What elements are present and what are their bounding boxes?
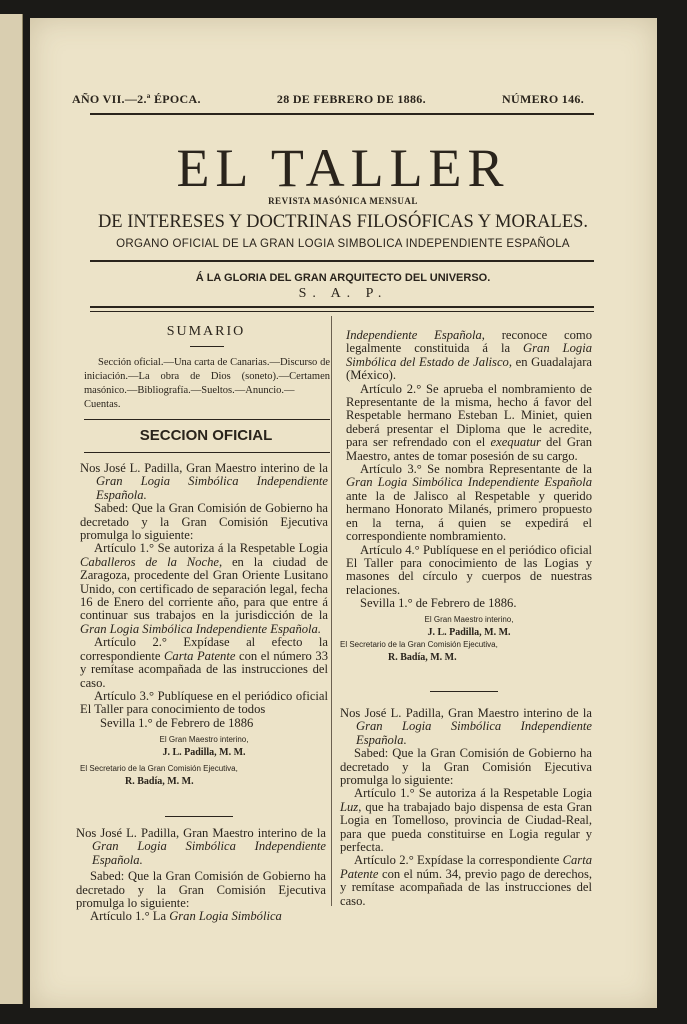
- decree-1-end-rule: [165, 816, 233, 817]
- masthead-subtitle: REVISTA MASÓNICA MENSUAL: [268, 196, 418, 206]
- decree-2-intro: Nos José L. Padilla, Gran Maestro interino de la Gran Logia Simbólica Independiente Española.: [76, 826, 326, 867]
- issue-number: NÚMERO 146.: [502, 92, 584, 106]
- decree-2-article-3: Artículo 3.° Se nombra Representante de la Gran Logia Simbólica Independiente Española ante la de Jalisco al Respetable y querido hermano Honorato Milanés, primero propuesto en la terna, á quien se expedirá el correspondiente nombramiento.: [346, 462, 592, 544]
- sumario-bottom-rule: [84, 419, 330, 420]
- header-rule: [90, 113, 594, 115]
- decree-2-article-1-cont: Independiente Española, reconoce como legalmente constituida á la Gran Logia Simbólica del Estado de Jalisco, en Guadalajara (México).: [346, 328, 592, 383]
- masthead-organ: ORGANO OFICIAL DE LA GRAN LOGIA SIMBOLICA INDEPENDIENTE ESPAÑOLA: [116, 238, 570, 250]
- decree-1-date: Sevilla 1.° de Febrero de 1886: [100, 715, 254, 730]
- decree-2-date: Sevilla 1.° de Febrero de 1886.: [360, 596, 517, 611]
- sumario-text: Sección oficial.—Una carta de Canarias.—Discurso de iniciación.—La obra de Dios (soneto).—Certamen masónico.—Bibliografía.—Sueltos.—Anuncio.—Cuentas.: [84, 357, 330, 410]
- decree-3-article-2: Artículo 2.° Expídase la correspondiente Carta Patente con el núm. 34, previo pago de derechos, y remítase acompañada de las instrucciones del caso.: [340, 853, 592, 908]
- decree-3-article-1: Artículo 1.° Se autoriza á la Respetable Logia Luz, que ha trabajado bajo dispensa de esta Gran Logia en Tomelloso, provincia de Ciudad-Real, para que pueda constituirse en Logia regular y perfecta.: [340, 786, 592, 855]
- gloria-line: Á LA GLORIA DEL GRAN ARQUITECTO DEL UNIVERSO.: [195, 272, 491, 284]
- decree-3-intro: Nos José L. Padilla, Gran Maestro interino de la Gran Logia Simbólica Independiente Española.: [340, 706, 592, 747]
- decree-3-sabed: Sabed: Que la Gran Comisión de Gobierno ha decretado y la Gran Comisión Ejecutiva promulga lo siguiente:: [340, 746, 592, 788]
- decree-2-sabed: Sabed: Que la Gran Comisión de Gobierno ha decretado y la Gran Comisión Ejecutiva promulga lo siguiente:: [76, 869, 326, 911]
- decree-2-sig2-label: El Secretario de la Gran Comisión Ejecutiva,: [340, 639, 498, 649]
- decree-2-continued: [340, 328, 592, 664]
- sumario-heading: SUMARIO: [166, 324, 246, 339]
- decree-2-sig1-label: El Gran Maestro interino,: [424, 614, 514, 624]
- decree-1-sig2-name: R. Badía, M. M.: [125, 776, 194, 788]
- issue-date: 28 DE FEBRERO DE 1886.: [276, 92, 426, 106]
- masthead-title: EL TALLER: [176, 138, 510, 198]
- masthead-headline: DE INTERESES Y DOCTRINAS FILOSÓFICAS Y MORALES.: [97, 212, 589, 232]
- decree-2-article-4: Artículo 4.° Publíquese en el periódico oficial El Taller para conocimiento de las Logias y masones del círculo y cuerpos de nuestras relaciones.: [346, 542, 592, 597]
- previous-page-edge: [0, 14, 23, 1004]
- issue-year: AÑO VII.—2.ª ÉPOCA.: [72, 92, 201, 106]
- decree-1-article-2: Artículo 2.° Expídase al efecto la correspondiente Carta Patente con el número 33 y remítase acompañada de las instrucciones del caso.: [80, 635, 328, 690]
- section-rule-2: [90, 311, 594, 312]
- seccion-rule: [84, 452, 330, 453]
- decree-1-sig1-name: J. L. Padilla, M. M.: [162, 747, 246, 759]
- decree-1-article-1: Artículo 1.° Se autoriza á la Respetable Logia Caballeros de la Noche, en la ciudad de Zaragoza, procedente del Gran Oriente Lusitano Unido, con certificado de separación legal, fecha 16 de Enero del corriente año, para que entre á continuar sus trabajos en la jurisdicción de la Gran Logia Simbólica Independiente Española.: [80, 541, 328, 636]
- decree-1-sig1-label: El Gran Maestro interino,: [159, 735, 249, 745]
- decree-1-intro: Nos José L. Padilla, Gran Maestro interino de la Gran Logia Simbólica Independiente Española.: [80, 461, 328, 502]
- decree-2-sig1-name: J. L. Padilla, M. M.: [427, 626, 511, 638]
- decree-1-sig2-label: El Secretario de la Gran Comisión Ejecutiva,: [80, 764, 238, 774]
- decree-2-end-rule: [430, 691, 498, 692]
- section-rule-1: [90, 306, 594, 308]
- column-divider: [331, 316, 332, 906]
- decree-1-article-3: Artículo 3.° Publíquese en el periódico oficial El Taller para conocimiento de todos: [80, 688, 328, 717]
- decree-2-article-2: Artículo 2.° Se aprueba el nombramiento de Representante de la misma, hecho á favor del Respetable hermano Esteban L. Miniet, quien deberá presentar el Diploma que le acredite, para ser refrendado con el exequatur del Gran Maestro, antes de tomar posesión de su cargo.: [346, 381, 592, 463]
- decree-1: [80, 462, 328, 788]
- sumario-rule: [190, 346, 224, 347]
- decree-3: [340, 707, 592, 908]
- sap-line: S. A. P.: [298, 286, 388, 301]
- decree-2-sig2-name: R. Badía, M. M.: [388, 651, 457, 663]
- seccion-heading: SECCION OFICIAL: [139, 427, 273, 444]
- decree-2-article-1: Artículo 1.° La Gran Logia Simbólica: [90, 909, 282, 924]
- masthead-rule: [90, 260, 594, 262]
- decree-2: [76, 827, 326, 924]
- decree-1-sabed: Sabed: Que la Gran Comisión de Gobierno ha decretado y la Gran Comisión Ejecutiva promulga lo siguiente:: [80, 501, 328, 543]
- issue-header: [72, 92, 584, 107]
